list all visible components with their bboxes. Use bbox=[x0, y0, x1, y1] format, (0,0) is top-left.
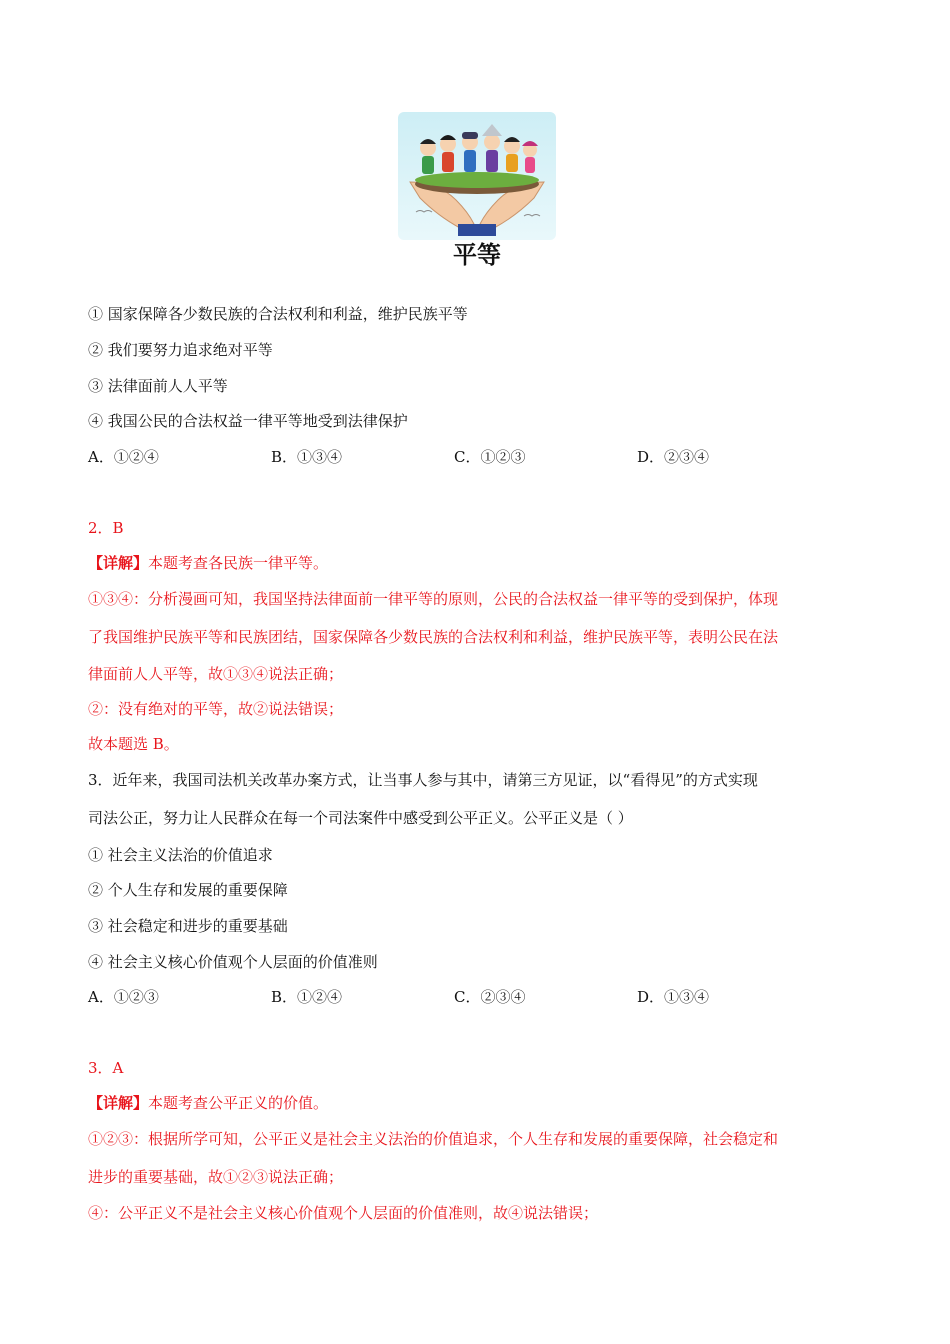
a2-detail bbox=[88, 553, 328, 573]
a2-detail-tag: 【详解】 bbox=[88, 554, 149, 572]
q2-option-a: A．①②④ bbox=[88, 448, 159, 466]
q3-option-a: A．①②③ bbox=[88, 988, 159, 1006]
figure-caption: 平等 bbox=[453, 241, 501, 269]
q3-statement-3: ③ 社会稳定和进步的重要基础 bbox=[88, 917, 288, 935]
a3-detail-tag: 【详解】 bbox=[88, 1094, 149, 1112]
q2-statement-1: ① 国家保障各少数民族的合法权利和利益，维护民族平等 bbox=[88, 305, 468, 323]
equality-cartoon bbox=[398, 112, 556, 272]
a3-detail-text: 本题考查公平正义的价值。 bbox=[148, 1094, 329, 1112]
q3-options bbox=[88, 987, 848, 1007]
q2-option-c: C．①②③ bbox=[454, 448, 526, 466]
q2-option-d: D．②③④ bbox=[637, 448, 710, 466]
q2-statement-4: ④ 我国公民的合法权益一律平等地受到法律保护 bbox=[88, 412, 408, 430]
q3-option-c: C．②③④ bbox=[454, 988, 526, 1006]
q3-option-b: B．①②④ bbox=[271, 988, 343, 1006]
equality-illustration bbox=[398, 112, 556, 240]
a3-analysis-line-2: 进步的重要基础，故①②③说法正确； bbox=[88, 1168, 344, 1186]
a2-answer: 2．B bbox=[88, 519, 124, 537]
a3-analysis-line-3: ④：公平正义不是社会主义核心价值观个人层面的价值准则，故④说法错误； bbox=[88, 1204, 599, 1222]
q3-statement-4: ④ 社会主义核心价值观个人层面的价值准则 bbox=[88, 953, 378, 971]
q3-statement-1: ① 社会主义法治的价值追求 bbox=[88, 846, 273, 864]
q3-stem-line-1: 3．近年来，我国司法机关改革办案方式，让当事人参与其中，请第三方见证，以“看得见”的方式实现 bbox=[88, 771, 758, 789]
a2-conclusion: 故本题选 B。 bbox=[88, 735, 179, 753]
a2-analysis-line-1: ①③④：分析漫画可知，我国坚持法律面前一律平等的原则，公民的合法权益一律平等的受到保护，体现 bbox=[88, 590, 779, 608]
q2-statement-3: ③ 法律面前人人平等 bbox=[88, 377, 228, 395]
a2-analysis-line-2: 了我国维护民族平等和民族团结，国家保障各少数民族的合法权利和利益，维护民族平等，表明公民在法 bbox=[88, 628, 779, 646]
q2-statement-2: ② 我们要努力追求绝对平等 bbox=[88, 341, 273, 359]
a3-detail bbox=[88, 1093, 328, 1113]
q2-option-b: B．①③④ bbox=[271, 448, 343, 466]
q3-statement-2: ② 个人生存和发展的重要保障 bbox=[88, 881, 288, 899]
a2-detail-text: 本题考查各民族一律平等。 bbox=[148, 554, 329, 572]
q3-stem-line-2: 司法公正，努力让人民群众在每一个司法案件中感受到公平正义。公平正义是（ ） bbox=[88, 809, 633, 827]
a2-analysis-line-4: ②：没有绝对的平等，故②说法错误； bbox=[88, 700, 344, 718]
a3-answer: 3．A bbox=[88, 1059, 124, 1077]
a3-analysis-line-1: ①②③：根据所学可知，公平正义是社会主义法治的价值追求，个人生存和发展的重要保障，社会稳定和 bbox=[88, 1130, 779, 1148]
q3-option-d: D．①③④ bbox=[637, 988, 710, 1006]
a2-analysis-line-3: 律面前人人平等，故①③④说法正确； bbox=[88, 665, 344, 683]
q2-options bbox=[88, 447, 848, 467]
